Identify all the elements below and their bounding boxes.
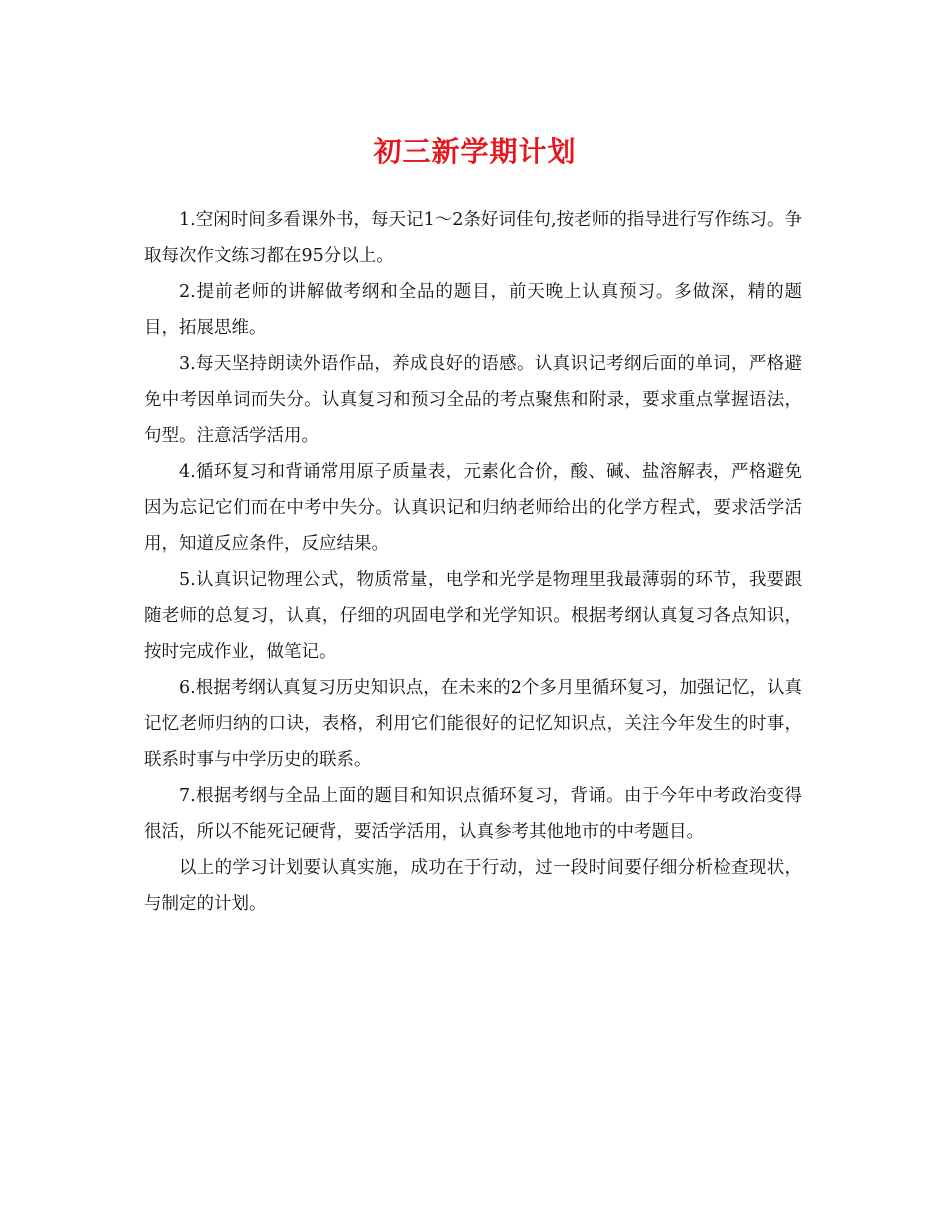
document-body bbox=[144, 202, 802, 922]
paragraph-4: 4.循环复习和背诵常用原子质量表，元素化合价，酸、碱、盐溶解表，严格避免因为忘记它们而在中考中失分。认真识记和归纳老师给出的化学方程式，要求活学活用，知道反应条件，反应结果。 bbox=[144, 462, 802, 554]
paragraph-6: 6.根据考纲认真复习历史知识点，在未来的2个多月里循环复习，加强记忆，认真记忆老师归纳的口诀，表格，利用它们能很好的记忆知识点，关注今年发生的时事，联系时事与中学历史的联系。 bbox=[144, 678, 802, 770]
paragraph-7: 7.根据考纲与全品上面的题目和知识点循环复习，背诵。由于今年中考政治变得很活，所以不能死记硬背，要活学活用，认真参考其他地市的中考题目。 bbox=[144, 786, 802, 842]
document-title: 初三新学期计划 bbox=[373, 135, 577, 168]
paragraph-1: 1.空闲时间多看课外书，每天记1～2条好词佳句,按老师的指导进行写作练习。争取每次作文练习都在95分以上。 bbox=[144, 210, 802, 266]
paragraph-5: 5.认真识记物理公式，物质常量，电学和光学是物理里我最薄弱的环节，我要跟随老师的总复习，认真，仔细的巩固电学和光学知识。根据考纲认真复习各点知识，按时完成作业，做笔记。 bbox=[144, 570, 802, 662]
paragraph-3: 3.每天坚持朗读外语作品，养成良好的语感。认真识记考纲后面的单词，严格避免中考因单词而失分。认真复习和预习全品的考点聚焦和附录，要求重点掌握语法，句型。注意活学活用。 bbox=[144, 354, 802, 446]
paragraph-conclusion: 以上的学习计划要认真实施，成功在于行动，过一段时间要仔细分析检查现状，与制定的计划。 bbox=[144, 858, 802, 914]
paragraph-2: 2.提前老师的讲解做考纲和全品的题目，前天晚上认真预习。多做深，精的题目，拓展思维。 bbox=[144, 282, 802, 338]
